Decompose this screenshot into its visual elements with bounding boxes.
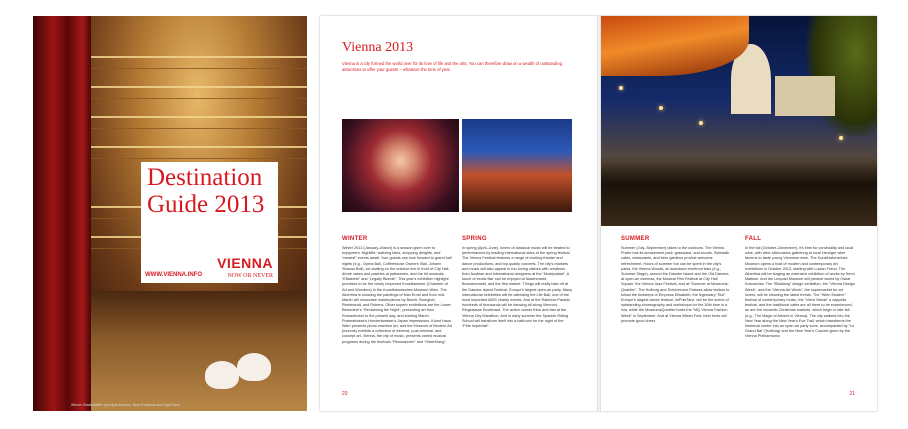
orange-awning xyxy=(599,16,749,76)
winter-photo xyxy=(342,119,459,212)
logo-tagline: NOW OR NEVER xyxy=(227,273,273,279)
light-bulb xyxy=(839,136,843,140)
palace-wing xyxy=(775,76,835,116)
spring-column xyxy=(462,236,572,329)
spring-heading: SPRING xyxy=(462,236,487,242)
winter-heading: WINTER xyxy=(342,236,368,242)
light-bulb xyxy=(699,121,703,125)
balcony-tier xyxy=(73,56,307,69)
vienna-logo: VIENNA xyxy=(217,255,273,271)
photo-credit: Wiener Staatsballett: principal dancers, Nina Poláková and Olga Esina xyxy=(71,403,181,407)
spread-fold xyxy=(597,16,601,411)
right-page xyxy=(599,16,877,411)
balcony-tier xyxy=(73,146,307,159)
page-number: 21 xyxy=(849,391,855,397)
summer-night-photo xyxy=(599,16,877,226)
fall-column xyxy=(745,236,855,340)
summer-text: Summer (July–September) takes to the outdoors. The Vienna Prater has its amusement park, grassland, and woods. Sidewalk cafés, restaurants, and beer gardens provide welcome refreshment. Hours of summer fun can be spent in the city's parks, the Vienna Woods, at downtown riverfront bars (e.g., Summer Stage), around the Danube Island and the Old Danube, at open-air cinemas, the Musical Film Festival at City Hall Square, the Vienna Jazz Festival, and at “Summer at Museums-Quartier”. The Hofburg and Schönbrunn Palaces allow visitors to follow the footsteps of Empress Elisabeth, the legendary “Sisi”. Europe's largest dance festival, ImPulsTanz, will be the scene of outstanding choreography and workshops for the 30th time in a row, while the MuseumsQuartier hosts the “MQ Vienna Fashion Week” in September. And at Vienna Wiesn-Fest, beer tents will promote good cheer. xyxy=(621,246,730,323)
cover-title: Destination Guide 2013 xyxy=(147,164,265,218)
red-curtain xyxy=(33,16,91,411)
cover-url: WWW.VIENNA.INFO xyxy=(145,272,202,278)
summer-column xyxy=(621,236,731,324)
page-title: Vienna 2013 xyxy=(342,40,414,55)
crowd xyxy=(599,156,877,226)
cover-title-box xyxy=(141,162,278,283)
light-bulb xyxy=(659,106,663,110)
fall-heading: FALL xyxy=(745,236,762,242)
spring-text: In spring (April–June), lovers of classical music will be treated to performances by leading international stars at the spring festival. The Vienna Festival features a range of exciting theater and dance productions, and top-quality concerts. The city's markets and music will also appeal to fun-loving visitors with creations from Austrian and international designers at the “Modepalast”. A touch of exotic flair can be enjoyed at Naschmarkt, Brunnenmarkt, and the flea market. Things will really take off at the Danube Island Festival, Europe's largest open-air party. Many international celebrities will be attending the Life Ball, one of the most important AIDS charity events. And at the Rainbow Parade, hundreds of thousands will be dancing all along Vienna's Ringstrasse Boulevard. The action comes thick and fast at the Vienna City Marathon. And in early summer the Spanish Riding School will transform itself into a ballroom for the night of the “Fête Impériale”. xyxy=(462,246,572,329)
intro-text: Vienna is a city formed the world over for its love of life and the arts. You can therefore draw on a wealth of outstanding attractions to offer your guests – whatever the time of year. xyxy=(342,61,562,72)
winter-text: Winter 2013 (January–March) is a season given over to enjoyment. Nightlife, waltzing bites, shopping delights, and “newest” events await. Your guests can look forward to grand ball nights (e.g., Opera Ball, Coffeehouse Owners' Ball, Johann Strauss Ball), ice skating on the outdoor rink in front of City Hall, divine cakes and pastries at patisseries, and the hit musicals “Elisabeth” and “Legally Blonde”. This year's exhibition highlight promises to be the newly reopened Kunstkammer (Chamber of Art and Wonders) in the Kunsthistorisches Museum Wien. The Albertina is showing the paintings of Max Ernst and from mid-March will showcase masterpieces by Bosch, Brueghel, Rembrandt, and Rubens. Other superb exhibitions are the Lower Belvedere's “Reclaiming the Night”, presenting art from Romanticism to the present day, and starting March, Praterstrasse's Hundertwasser's Japan impressions. Kunst Haus Wien presents photo machine art, and the Museum of Modern Art (mumok) exhibits a collection of minimal, post-minimal, and concept art. Vienna, the city of music, presents varied musical programs during the festivals “Resonanzen” and “OsterKlang”. xyxy=(342,246,452,344)
ballet-dancer xyxy=(237,353,271,381)
spring-photo xyxy=(462,119,572,212)
fall-text: In the fall (October–December), it's time for conviviality and local wine, with wine aficionados gathering at local Heuriger wine taverns to taste young Viennese wine. The Kunsthistorisches Museum opens a host of modern and contemporary art exhibitions in October 2013, starting with Lucian Freud. The Albertina will be staging an extensive exhibition of works by Henri Matisse. And the Leopold Museum will present works by Oskar Kokoschka. The “Blickfang” design exhibition, the “Vienna Design Week”, and the “Vienna Art Week”, the supermarket for art lovers, will be showing the latest trends. The “Wien Modern” festival of contemporary music, the “Voice Mania” a cappella festival, and the traditional cafés are all there to be experienced, as are the romantic Christmas markets, which begin in late fall (e.g., The Magic of Advent in Vienna). The city waltzes into the New Year along the New Year's Eve Trail, which transforms the historical center into an open-air party zone, accompanied by “Le Grand Bal” (Hofburg) and the New Year's Concert given by the Vienna Philharmonic. xyxy=(745,246,855,339)
light-bulb xyxy=(619,86,623,90)
balcony-tier xyxy=(73,116,307,129)
winter-column xyxy=(342,236,452,345)
page-number: 20 xyxy=(342,391,348,397)
balcony-tier xyxy=(73,86,307,99)
cover-page xyxy=(33,16,307,411)
left-page xyxy=(320,16,599,411)
summer-heading: SUMMER xyxy=(621,236,650,242)
ballet-dancer xyxy=(205,361,239,389)
